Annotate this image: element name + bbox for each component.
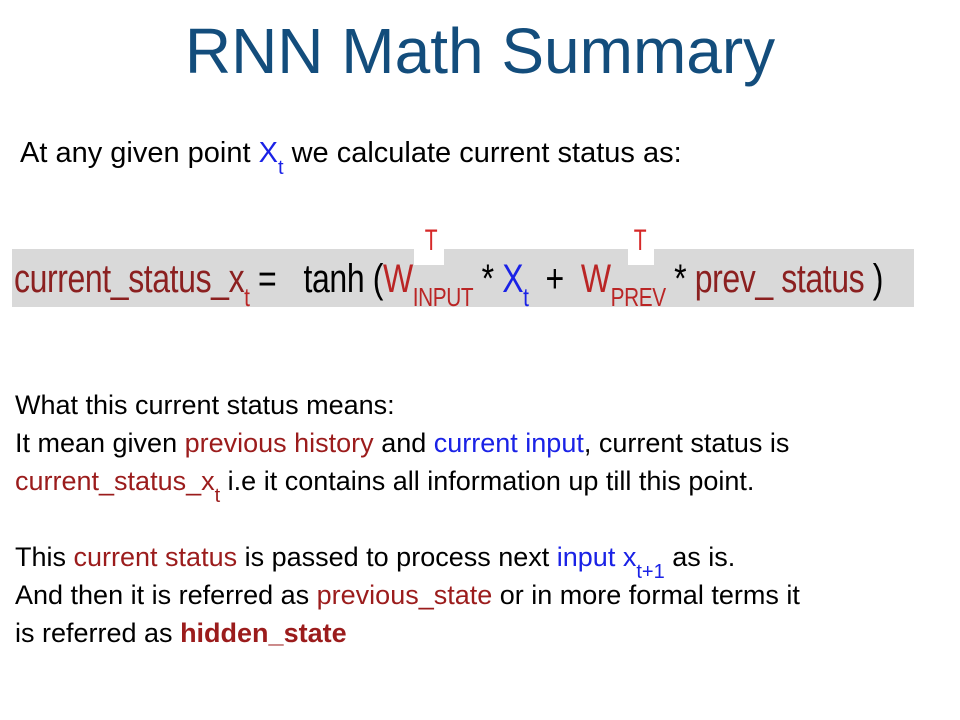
formula-lhs: current_status_x — [14, 257, 245, 301]
meaning-heading: What this current status means: — [15, 390, 395, 420]
meaning-current-input: current input — [433, 428, 584, 458]
passing-line-3 — [15, 614, 347, 652]
meaning-text-2: and — [373, 428, 434, 458]
passing-previous-state: previous_state — [316, 580, 493, 610]
meaning-line-2 — [15, 424, 789, 462]
passing-input-subscript: t+1 — [636, 561, 665, 583]
transpose-mark-input: T — [424, 224, 438, 257]
passing-text-5: or in more formal terms it — [492, 580, 800, 610]
intro-var-subscript: t — [277, 157, 284, 179]
intro-line — [20, 136, 682, 179]
formula-multiply-2: * — [665, 257, 695, 301]
formula-lhs-subscript: t — [244, 282, 250, 312]
passing-current-status: current status — [73, 542, 238, 572]
formula-w-prev-subscript: PREV — [610, 282, 666, 312]
meaning-text-4: i.e it contains all information up till this point. — [220, 466, 755, 496]
meaning-text-1: It mean given — [15, 428, 185, 458]
passing-text-4: And then it is referred as — [15, 580, 317, 610]
formula-w-prev: W — [580, 257, 611, 301]
rnn-formula — [14, 251, 883, 312]
formula-w-input: W — [382, 257, 413, 301]
passing-text-3: as is. — [664, 542, 736, 572]
formula-multiply-1: * — [473, 257, 503, 301]
formula-x-subscript: t — [523, 282, 529, 312]
passing-hidden-state: hidden_state — [180, 618, 347, 648]
passing-text-2: is passed to process next — [237, 542, 557, 572]
formula-close: ) — [864, 257, 883, 301]
meaning-line-3 — [15, 462, 755, 507]
meaning-status-subscript: t — [214, 485, 221, 507]
formula-x: X — [502, 257, 524, 301]
passing-text-1: This — [15, 542, 74, 572]
meaning-status-var: current_status_x — [15, 466, 215, 496]
passing-input: input x — [556, 542, 637, 572]
formula-w-input-subscript: INPUT — [412, 282, 474, 312]
meaning-text-3: , current status is — [583, 428, 790, 458]
slide-title: RNN Math Summary — [184, 15, 776, 87]
formula-equals: = — [249, 257, 277, 301]
passing-text-6: is referred as — [15, 618, 181, 648]
intro-text-before: At any given point — [20, 137, 259, 169]
formula-prev-status: prev_ status — [694, 257, 865, 301]
passing-line-1 — [15, 538, 736, 583]
intro-text-after: we calculate current status as: — [283, 137, 682, 169]
formula-plus: + — [528, 257, 581, 301]
passing-line-2 — [15, 576, 800, 614]
transpose-mark-prev: T — [633, 224, 647, 257]
meaning-previous-history: previous history — [184, 428, 374, 458]
formula-tanh: tanh ( — [303, 257, 383, 301]
intro-var: X — [258, 137, 278, 169]
